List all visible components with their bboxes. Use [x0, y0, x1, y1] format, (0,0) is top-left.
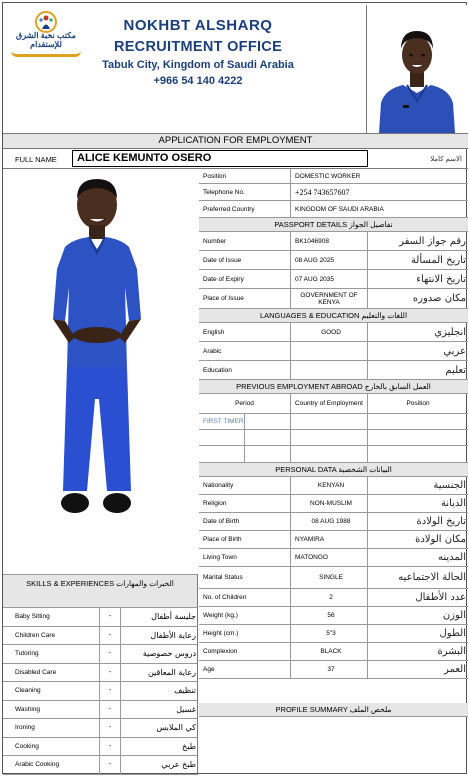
field-label: Place of Issue — [199, 289, 291, 308]
skill-row — [3, 756, 198, 775]
language-row-english — [199, 323, 468, 342]
logo-text: مكتب نخبة الشرق للإستقدام — [16, 31, 76, 49]
header — [3, 3, 468, 133]
personal-row — [199, 477, 468, 495]
field-label-arabic: تاريخ الانتهاء — [416, 273, 466, 285]
field-label-arabic: رقم جواز السفر — [399, 235, 466, 247]
employment-header-row — [199, 394, 468, 414]
field-value: NON-MUSLIM — [291, 495, 368, 512]
employment-cell — [291, 430, 368, 445]
skill-label-arabic: كي الملابس — [120, 719, 198, 737]
full-name-row — [3, 149, 468, 169]
skill-value: - — [108, 761, 112, 769]
field-label: Education — [199, 361, 291, 379]
employment-row — [199, 430, 468, 446]
languages-section-header — [199, 309, 468, 323]
section-title-arabic: تفاصيل الجواز — [349, 220, 393, 229]
skill-row — [3, 719, 198, 738]
skill-row — [3, 645, 198, 664]
field-label: Living Town — [199, 549, 291, 566]
field-label-arabic: عربي — [443, 345, 466, 357]
field-label-arabic: البشرة — [437, 646, 466, 657]
field-label-arabic: تاريخ الولادة — [416, 516, 466, 527]
info-label: Position — [199, 169, 291, 183]
field-label: English — [199, 323, 291, 341]
employment-row — [199, 414, 468, 430]
passport-row-issue — [199, 251, 468, 270]
field-label: Complexion — [199, 643, 291, 660]
people-logo-icon — [33, 11, 59, 33]
info-row-telephone — [199, 184, 468, 201]
info-value: +254 743657607 — [295, 187, 350, 197]
skill-value: - — [108, 705, 112, 713]
info-row-country — [199, 201, 468, 218]
field-label-arabic: مكان صدوره — [412, 293, 466, 304]
employment-section-header — [199, 380, 468, 394]
field-label: Religion — [199, 495, 291, 512]
skill-label-arabic: رعاية الأطفال — [120, 627, 198, 645]
employment-row — [199, 446, 468, 463]
field-label: Number — [199, 232, 291, 250]
personal-row — [199, 589, 468, 607]
personal-row — [199, 607, 468, 625]
employment-cell — [245, 446, 291, 462]
employment-cell — [199, 430, 245, 445]
field-value: 5"3 — [291, 625, 368, 642]
personal-row — [199, 567, 468, 589]
language-row-arabic — [199, 342, 468, 361]
field-label-arabic: المدينه — [437, 552, 466, 563]
field-value: SINGLE — [291, 567, 368, 588]
skill-label: Cooking — [15, 738, 100, 756]
employment-cell — [291, 414, 368, 429]
section-title: PREVIOUS EMPLOYMENT ABROAD — [236, 382, 363, 391]
skill-value: - — [108, 613, 112, 621]
skill-value: - — [108, 631, 112, 639]
section-title-arabic: الخبرات والمهارات — [116, 579, 174, 588]
section-title: PERSONAL DATA — [275, 465, 337, 474]
field-label-arabic: الطول — [439, 628, 466, 639]
section-title-arabic: العمل السابق بالخارج — [364, 382, 431, 391]
skill-label-arabic: دروس خصوصية — [120, 645, 198, 663]
field-value: 07 AUG 2035 — [291, 270, 368, 288]
info-value: KINGDOM OF SAUDI ARABIA — [295, 205, 384, 213]
skill-value: - — [108, 650, 112, 658]
field-label: Date of Birth — [199, 513, 291, 530]
field-value: 56 — [291, 607, 368, 624]
field-value: GOOD — [291, 323, 368, 341]
field-value: BLACK — [291, 643, 368, 660]
skill-label-arabic: طبخ عربي — [120, 756, 198, 774]
field-value: BK1046908 — [291, 232, 368, 250]
field-label: Date of Expiry — [199, 270, 291, 288]
employment-cell — [199, 446, 245, 462]
org-name: NOKHBT ALSHARQ — [123, 17, 273, 34]
skill-label: Tutoring — [15, 645, 100, 663]
info-label: Preferred Country — [199, 201, 291, 217]
passport-row-expiry — [199, 270, 468, 289]
field-label-arabic: مكان الولادة — [415, 534, 466, 545]
field-label: Marital Status — [199, 567, 291, 588]
skill-row — [3, 664, 198, 683]
field-label: Date of Issue — [199, 251, 291, 269]
column-header: Period — [199, 394, 291, 413]
section-title-arabic: اللغات والتعليم — [361, 311, 408, 320]
skill-value: - — [108, 687, 112, 695]
employment-cell: FIRST TIMER — [199, 414, 245, 429]
passport-section-header — [199, 218, 468, 232]
employment-cell — [245, 430, 291, 445]
info-label: Telephone No. — [199, 184, 291, 200]
skill-label: Disabled Care — [15, 664, 100, 682]
skill-label-arabic: تنظيف — [120, 682, 198, 700]
field-value: KENYAN — [291, 477, 368, 494]
field-label-arabic: انجليزي — [434, 326, 466, 338]
field-value: GOVERNMENT OF KENYA — [291, 289, 368, 308]
personal-section-header — [199, 463, 468, 477]
section-title: PASSPORT DETAILS — [274, 220, 348, 229]
field-label: Age — [199, 661, 291, 678]
field-label-arabic: الجنسية — [433, 480, 466, 491]
org-address: Tabuk City, Kingdom of Saudi Arabia — [102, 59, 294, 71]
employment-cell — [291, 446, 368, 462]
field-value — [291, 342, 368, 360]
skill-label: Cleaning — [15, 682, 100, 700]
field-label: Arabic — [199, 342, 291, 360]
org-phone: +966 54 140 4222 — [153, 75, 243, 87]
field-label: No. of Children — [199, 589, 291, 606]
field-label: Nationality — [199, 477, 291, 494]
personal-row — [199, 661, 468, 679]
skill-row — [3, 627, 198, 646]
section-title-arabic: البيانات الشخصية — [338, 465, 392, 474]
personal-row — [199, 625, 468, 643]
skill-label-arabic: رعاية المعاقين — [120, 664, 198, 682]
skill-label-arabic: جليسة أطفال — [120, 608, 198, 626]
skill-label: Ironing — [15, 719, 100, 737]
skill-label: Arabic Cooking — [15, 756, 100, 774]
field-value: NYAMIRA — [291, 531, 368, 548]
skill-label-arabic: طبخ — [120, 738, 198, 756]
skill-label: Washing — [15, 701, 100, 719]
field-label-arabic: العمر — [444, 664, 466, 675]
field-value: 37 — [291, 661, 368, 678]
column-header: Country of Employment — [291, 394, 368, 413]
skill-label: Baby Sitting — [15, 608, 100, 626]
personal-row — [199, 643, 468, 661]
skills-section-header — [3, 574, 198, 608]
field-value: MATONGO — [291, 549, 368, 566]
full-name-arabic-label: الاسم كاملا — [430, 156, 462, 163]
passport-row-place — [199, 289, 468, 309]
full-name-label: FULL NAME — [15, 155, 57, 164]
field-label-arabic: الحالة الاجتماعيه — [398, 572, 466, 583]
field-label-arabic: تاريخ المسألة — [410, 254, 466, 266]
field-label: Height (cm.) — [199, 625, 291, 642]
personal-row — [199, 549, 468, 567]
field-label-arabic: الوزن — [442, 610, 466, 621]
personal-row — [199, 513, 468, 531]
field-label-arabic: الديانة — [440, 498, 466, 509]
applicant-portrait-photo — [366, 5, 466, 133]
skill-value: - — [108, 668, 112, 676]
org-subtitle: RECRUITMENT OFFICE — [113, 39, 283, 55]
passport-row-number — [199, 232, 468, 251]
section-title: LANGUAGES & EDUCATION — [259, 311, 360, 320]
field-label: Place of Birth — [199, 531, 291, 548]
field-value: 08 AUG 1988 — [291, 513, 368, 530]
personal-row — [199, 531, 468, 549]
skill-label-arabic: غسيل — [120, 701, 198, 719]
field-value — [291, 361, 368, 379]
info-value: DOMESTIC WORKER — [295, 172, 361, 180]
applicant-full-body-photo — [3, 169, 198, 574]
form-title: APPLICATION FOR EMPLOYMENT — [3, 133, 468, 149]
skill-value: - — [108, 724, 112, 732]
section-title: SKILLS & EXPERIENCES — [26, 579, 115, 588]
section-title-arabic: ملخص الملف — [349, 705, 392, 714]
skill-row — [3, 738, 198, 757]
skill-row — [3, 682, 198, 701]
field-label: Weight (kg.) — [199, 607, 291, 624]
skill-label: Children Care — [15, 627, 100, 645]
language-row-education — [199, 361, 468, 380]
employment-cell — [245, 414, 291, 429]
profile-summary-header — [199, 703, 468, 717]
application-form — [2, 2, 467, 774]
field-value: 2 — [291, 589, 368, 606]
skill-value: - — [108, 742, 112, 750]
section-title: PROFILE SUMMARY — [275, 705, 348, 714]
employment-cell — [368, 414, 468, 429]
field-label-arabic: تعليم — [445, 364, 466, 376]
info-row-position — [199, 169, 468, 184]
employment-cell — [368, 446, 468, 462]
employment-cell — [368, 430, 468, 445]
skill-row — [3, 608, 198, 627]
skill-row — [3, 701, 198, 720]
field-label-arabic: عدد الأطفال — [415, 592, 466, 603]
field-value: 08 AUG 2025 — [291, 251, 368, 269]
full-name-field: ALICE KEMUNTO OSERO — [72, 150, 368, 167]
personal-row — [199, 495, 468, 513]
column-header: Position — [406, 400, 430, 407]
